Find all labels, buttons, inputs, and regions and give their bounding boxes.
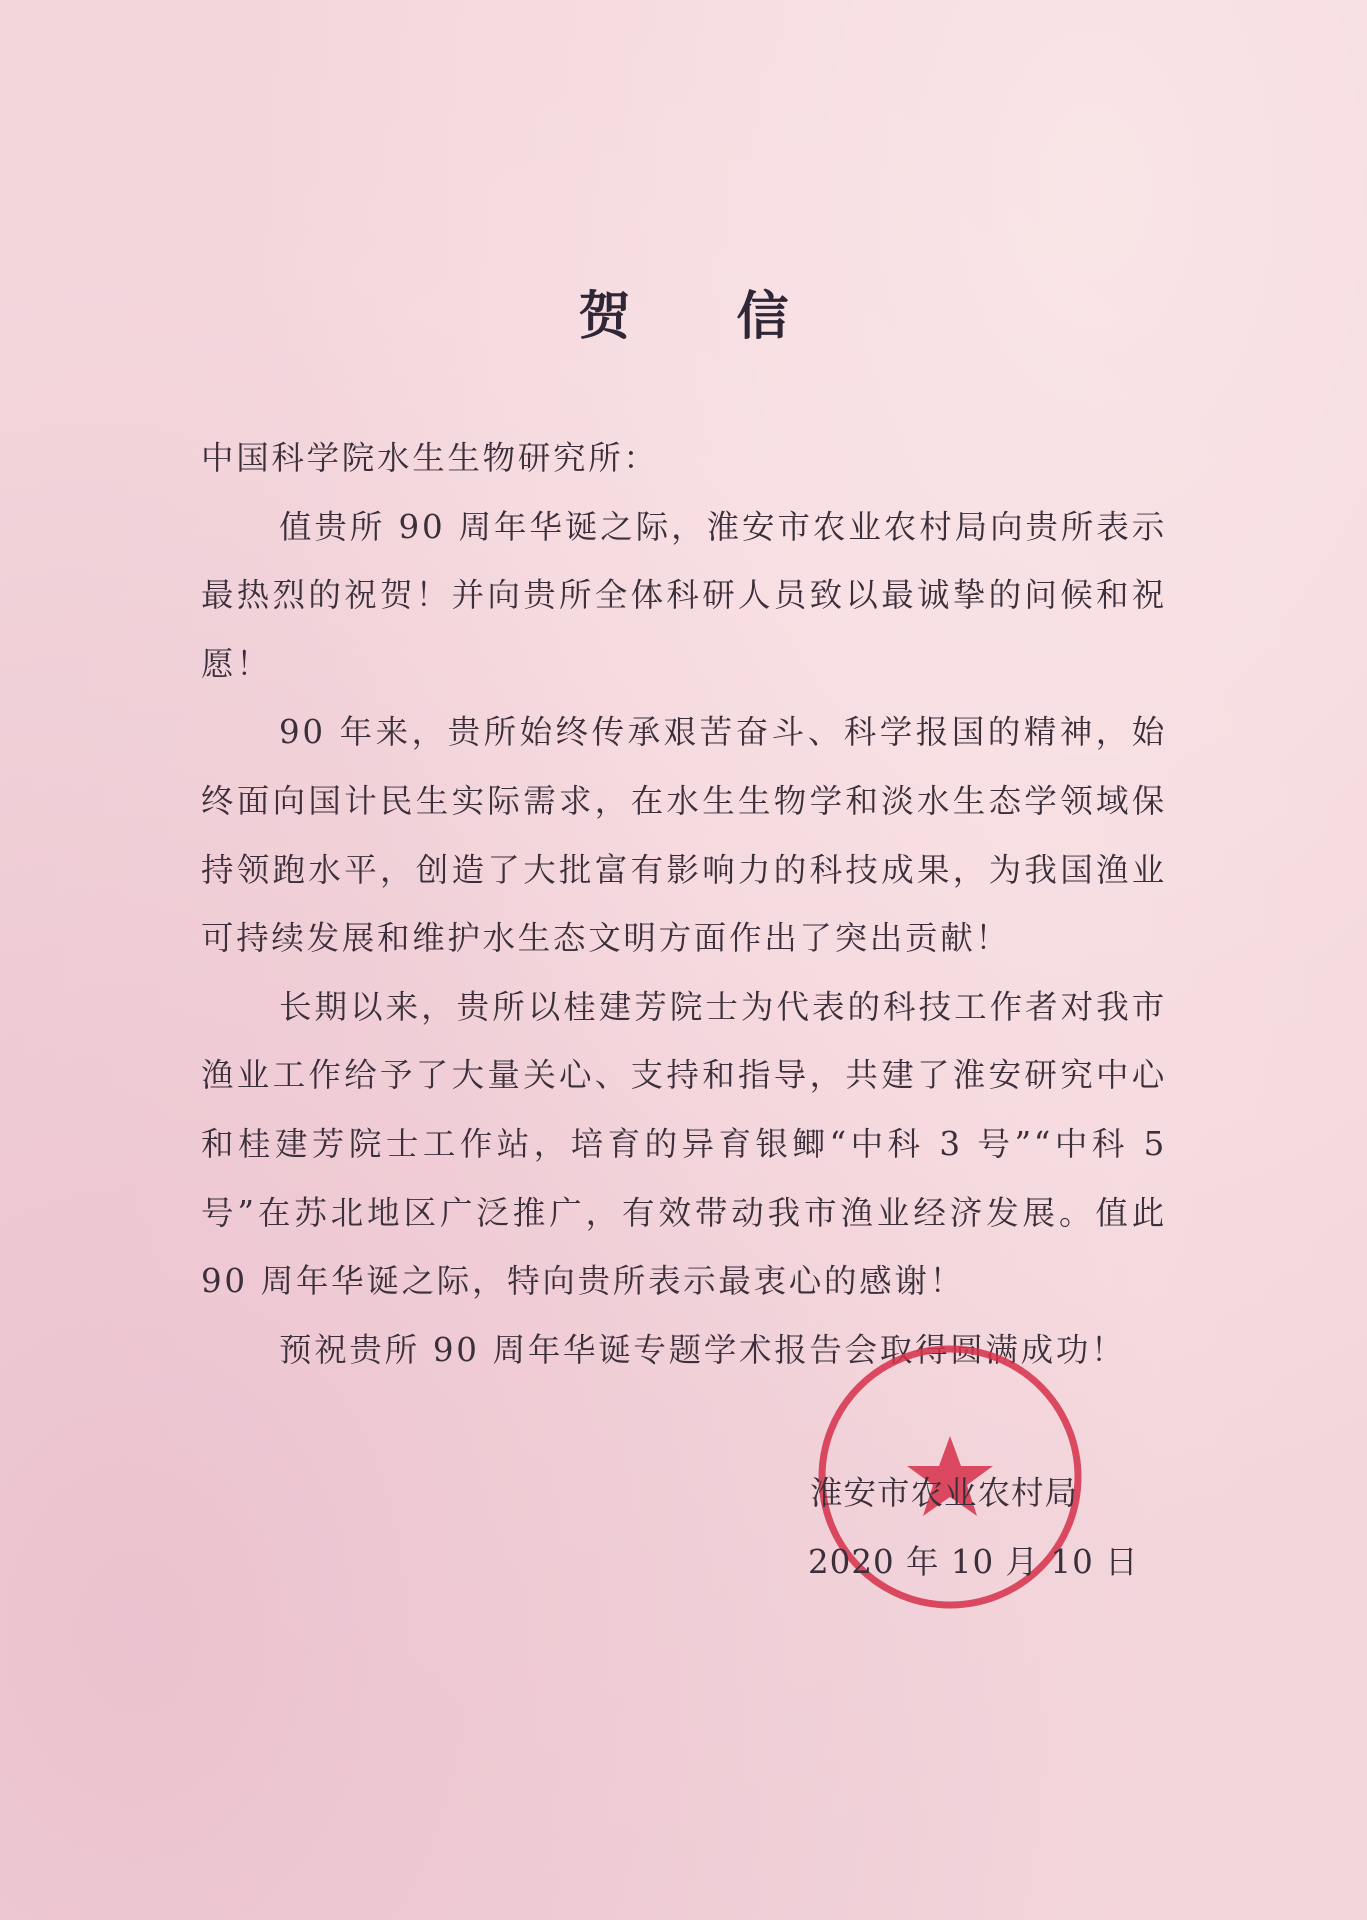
letter-title: 贺 信 bbox=[578, 286, 833, 347]
letter-paragraph-3: 长期以来，贵所以桂建芳院士为代表的科技工作者对我市渔业工作给予了大量关心、支持和指导，共建了淮安研究中心和桂建芳院士工作站，培育的异育银鲫“中科 3 号”“中科 5 号”在苏北地区广泛推广，有效带动我市渔业经济发展。值此 90 周年华诞之际，特向贵所表示最衷心的感谢！ bbox=[201, 987, 1167, 1301]
letter-body bbox=[201, 424, 1167, 1384]
letter-paragraph-4: 预祝贵所 90 周年华诞专题学术报告会取得圆满成功！ bbox=[279, 1330, 1127, 1369]
signature-date: 2020 年 10 月 10 日 bbox=[808, 1543, 1139, 1581]
signature-organization: 淮安市农业农村局 bbox=[810, 1474, 1079, 1512]
letter-paragraph-2: 90 年来，贵所始终传承艰苦奋斗、科学报国的精神，始终面向国计民生实际需求，在水生生物学和淡水生态学领域保持领跑水平，创造了大批富有影响力的科技成果，为我国渔业可持续发展和维护水生态文明方面作出了突出贡献！ bbox=[201, 713, 1167, 958]
letter-salutation: 中国科学院水生生物研究所： bbox=[201, 439, 659, 477]
letter-paragraph-1: 值贵所 90 周年华诞之际，淮安市农业农村局向贵所表示最热烈的祝贺！并向贵所全体科研人员致以最诚挚的问候和祝愿！ bbox=[201, 507, 1167, 683]
